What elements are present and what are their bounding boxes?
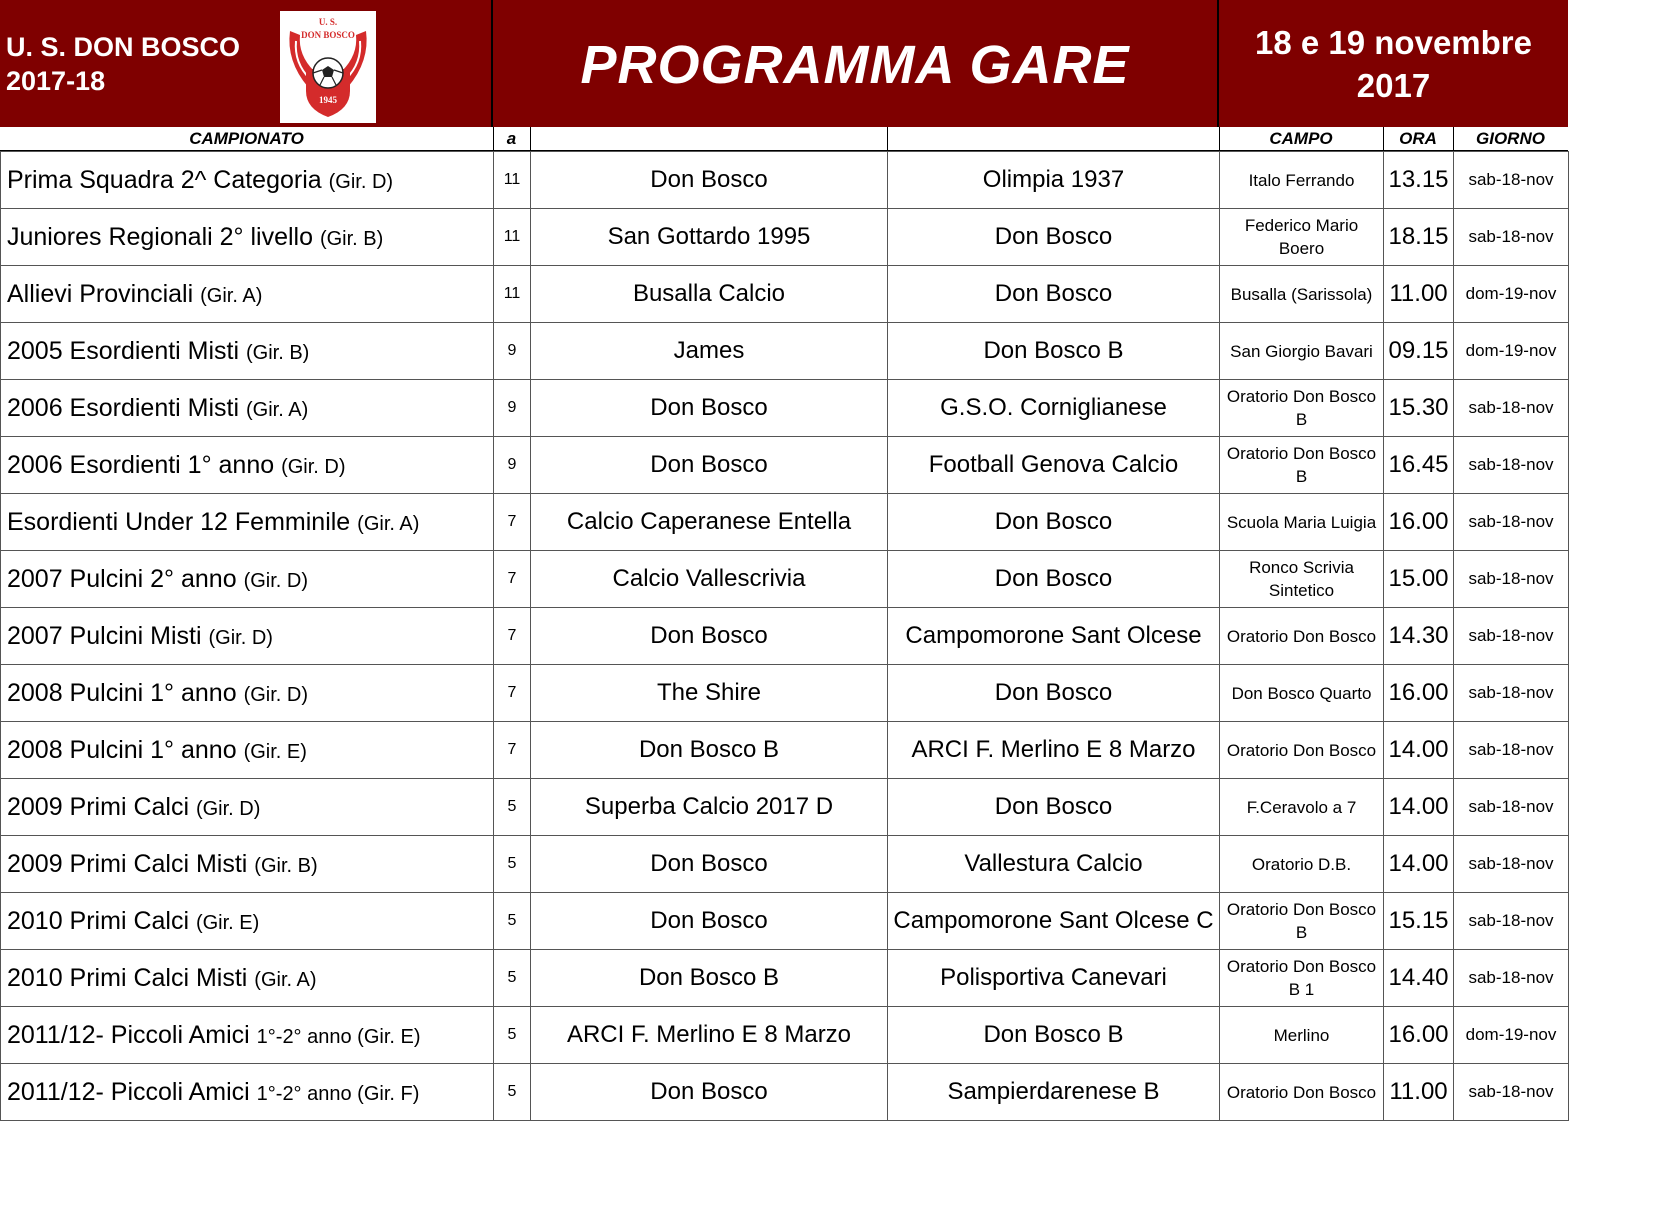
cell-home-team: San Gottardo 1995: [531, 209, 888, 266]
column-header-home: [530, 127, 887, 151]
cell-round: 11: [494, 266, 531, 323]
cell-home-team: Don Bosco: [531, 836, 888, 893]
campionato-name: 2010 Primi Calci Misti: [7, 963, 248, 992]
campionato-name: Esordienti Under 12 Femminile: [7, 507, 351, 536]
cell-home-team: Don Bosco B: [531, 722, 888, 779]
cell-campo: Merlino: [1220, 1007, 1384, 1064]
girone-label: 1°-2° anno (Gir. E): [256, 1025, 421, 1048]
cell-round: 5: [494, 893, 531, 950]
cell-campo: Italo Ferrando: [1220, 152, 1384, 209]
cell-campo: Oratorio Don Bosco: [1220, 1064, 1384, 1121]
cell-campo: F.Ceravolo a 7: [1220, 779, 1384, 836]
girone-label: (Gir. D): [208, 626, 273, 649]
cell-away-team: Don Bosco B: [888, 1007, 1220, 1064]
table-row: [1, 152, 1569, 209]
cell-campo: Busalla (Sarissola): [1220, 266, 1384, 323]
girone-label: 1°-2° anno (Gir. F): [256, 1082, 420, 1105]
cell-giorno: sab-18-nov: [1454, 209, 1569, 266]
cell-away-team: Don Bosco: [888, 494, 1220, 551]
cell-campo: San Giorgio Bavari: [1220, 323, 1384, 380]
cell-away-team: Don Bosco: [888, 209, 1220, 266]
campionato-name: 2007 Pulcini Misti: [7, 621, 202, 650]
girone-label: (Gir. A): [357, 512, 420, 535]
campionato-name: 2008 Pulcini 1° anno: [7, 735, 237, 764]
girone-label: (Gir. A): [254, 968, 317, 991]
cell-campionato: [1, 1064, 494, 1121]
cell-away-team: Don Bosco: [888, 665, 1220, 722]
cell-giorno: sab-18-nov: [1454, 494, 1569, 551]
cell-home-team: Don Bosco: [531, 1064, 888, 1121]
cell-round: 9: [494, 323, 531, 380]
campionato-name: 2009 Primi Calci: [7, 792, 190, 821]
club-logo: [280, 11, 376, 123]
cell-home-team: Superba Calcio 2017 D: [531, 779, 888, 836]
girone-label: (Gir. E): [195, 911, 260, 934]
cell-ora: 11.00: [1384, 1064, 1454, 1121]
cell-ora: 09.15: [1384, 323, 1454, 380]
cell-ora: 14.00: [1384, 779, 1454, 836]
cell-campionato: [1, 437, 494, 494]
girone-label: (Gir. B): [254, 854, 318, 877]
cell-campo: Oratorio Don Bosco B: [1220, 437, 1384, 494]
cell-campionato: [1, 950, 494, 1007]
cell-ora: 14.00: [1384, 722, 1454, 779]
cell-giorno: sab-18-nov: [1454, 380, 1569, 437]
campionato-name: 2006 Esordienti Misti: [7, 393, 240, 422]
cell-home-team: The Shire: [531, 665, 888, 722]
cell-home-team: Calcio Caperanese Entella: [531, 494, 888, 551]
cell-ora: 16.00: [1384, 665, 1454, 722]
table-row: [1, 437, 1569, 494]
cell-campionato: [1, 722, 494, 779]
cell-giorno: sab-18-nov: [1454, 836, 1569, 893]
cell-giorno: sab-18-nov: [1454, 551, 1569, 608]
cell-away-team: ARCI F. Merlino E 8 Marzo: [888, 722, 1220, 779]
cell-ora: 15.15: [1384, 893, 1454, 950]
cell-giorno: dom-19-nov: [1454, 266, 1569, 323]
cell-away-team: G.S.O. Corniglianese: [888, 380, 1220, 437]
cell-away-team: Don Bosco B: [888, 323, 1220, 380]
cell-round: 5: [494, 1007, 531, 1064]
cell-campo: Scuola Maria Luigia: [1220, 494, 1384, 551]
cell-away-team: Don Bosco: [888, 551, 1220, 608]
season-label: 2017-18: [6, 66, 106, 96]
cell-giorno: dom-19-nov: [1454, 323, 1569, 380]
cell-campionato: [1, 551, 494, 608]
cell-giorno: dom-19-nov: [1454, 1007, 1569, 1064]
cell-campionato: [1, 608, 494, 665]
cell-campo: Oratorio Don Bosco: [1220, 608, 1384, 665]
cell-home-team: Don Bosco: [531, 437, 888, 494]
cell-ora: 16.00: [1384, 494, 1454, 551]
table-row: [1, 779, 1569, 836]
logo-name-text: DON BOSCO: [301, 30, 355, 40]
cell-away-team: Football Genova Calcio: [888, 437, 1220, 494]
cell-home-team: ARCI F. Merlino E 8 Marzo: [531, 1007, 888, 1064]
cell-ora: 15.30: [1384, 380, 1454, 437]
campionato-name: 2011/12- Piccoli Amici: [7, 1077, 250, 1106]
cell-campionato: [1, 209, 494, 266]
cell-giorno: sab-18-nov: [1454, 779, 1569, 836]
cell-giorno: sab-18-nov: [1454, 722, 1569, 779]
table-row: [1, 950, 1569, 1007]
schedule-table: [0, 151, 1569, 1121]
cell-campo: Ronco Scrivia Sintetico: [1220, 551, 1384, 608]
cell-campionato: [1, 893, 494, 950]
campionato-name: 2007 Pulcini 2° anno: [7, 564, 237, 593]
column-header-giorno: [1453, 127, 1568, 151]
girone-label: (Gir. B): [319, 227, 384, 250]
campionato-name: 2009 Primi Calci Misti: [7, 849, 248, 878]
cell-round: 7: [494, 722, 531, 779]
table-row: [1, 893, 1569, 950]
header-date-block: [1219, 0, 1568, 127]
table-row: [1, 494, 1569, 551]
campionato-name: 2011/12- Piccoli Amici: [7, 1020, 250, 1049]
table-row: [1, 608, 1569, 665]
campionato-name: 2005 Esordienti Misti: [7, 336, 240, 365]
page-title: PROGRAMMA GARE: [580, 35, 1130, 95]
girone-label: (Gir. D): [195, 797, 261, 820]
cell-away-team: Campomorone Sant Olcese: [888, 608, 1220, 665]
cell-round: 7: [494, 665, 531, 722]
cell-giorno: sab-18-nov: [1454, 665, 1569, 722]
cell-campionato: [1, 1007, 494, 1064]
table-row: [1, 266, 1569, 323]
cell-away-team: Don Bosco: [888, 266, 1220, 323]
cell-round: 9: [494, 380, 531, 437]
cell-ora: 13.15: [1384, 152, 1454, 209]
cell-giorno: sab-18-nov: [1454, 1064, 1569, 1121]
cell-away-team: Campomorone Sant Olcese C: [888, 893, 1220, 950]
campionato-name: 2008 Pulcini 1° anno: [7, 678, 237, 707]
cell-round: 11: [494, 209, 531, 266]
cell-away-team: Don Bosco: [888, 779, 1220, 836]
logo-top-text: U. S.: [318, 17, 338, 27]
cell-campionato: [1, 494, 494, 551]
cell-campionato: [1, 779, 494, 836]
cell-home-team: Don Bosco: [531, 893, 888, 950]
cell-round: 7: [494, 551, 531, 608]
cell-round: 9: [494, 437, 531, 494]
column-header-campo: [1219, 127, 1383, 151]
cell-campo: Don Bosco Quarto: [1220, 665, 1384, 722]
cell-campo: Federico Mario Boero: [1220, 209, 1384, 266]
girone-label: (Gir. D): [281, 455, 346, 478]
logo-year-text: 1945: [319, 95, 337, 105]
cell-campo: Oratorio Don Bosco B: [1220, 893, 1384, 950]
cell-home-team: Don Bosco B: [531, 950, 888, 1007]
club-name: U. S. DON BOSCO: [6, 32, 241, 62]
column-header-giorno-label: GIORNO: [1476, 129, 1545, 148]
girone-label: (Gir. D): [243, 569, 309, 592]
column-header-campionato-label: CAMPIONATO: [189, 129, 304, 148]
campionato-name: 2010 Primi Calci: [7, 906, 190, 935]
cell-giorno: sab-18-nov: [1454, 152, 1569, 209]
cell-round: 5: [494, 1064, 531, 1121]
cell-campionato: [1, 665, 494, 722]
column-header-campionato: [0, 127, 493, 151]
cell-home-team: Don Bosco: [531, 608, 888, 665]
cell-ora: 18.15: [1384, 209, 1454, 266]
table-row: [1, 722, 1569, 779]
cell-ora: 14.00: [1384, 836, 1454, 893]
cell-away-team: Sampierdarenese B: [888, 1064, 1220, 1121]
campionato-name: 2006 Esordienti 1° anno: [7, 450, 275, 479]
cell-round: 11: [494, 152, 531, 209]
cell-away-team: Vallestura Calcio: [888, 836, 1220, 893]
cell-campionato: [1, 266, 494, 323]
campionato-name: Prima Squadra 2^ Categoria: [7, 165, 322, 194]
girone-label: (Gir. A): [246, 398, 309, 421]
schedule-table-body: [1, 152, 1569, 1121]
cell-campo: Oratorio Don Bosco: [1220, 722, 1384, 779]
header-club-block: [0, 0, 493, 127]
cell-round: 7: [494, 608, 531, 665]
table-row: [1, 380, 1569, 437]
column-header-round: [493, 127, 530, 151]
cell-campo: Oratorio D.B.: [1220, 836, 1384, 893]
date-line-2: 2017: [1356, 67, 1431, 104]
cell-round: 5: [494, 836, 531, 893]
cell-campionato: [1, 323, 494, 380]
table-row: [1, 551, 1569, 608]
campionato-name: Juniores Regionali 2° livello: [7, 222, 313, 251]
cell-away-team: Polisportiva Canevari: [888, 950, 1220, 1007]
girone-label: (Gir. A): [200, 284, 263, 307]
cell-giorno: sab-18-nov: [1454, 950, 1569, 1007]
date-line-1: 18 e 19 novembre: [1255, 24, 1532, 61]
cell-round: 7: [494, 494, 531, 551]
table-row: [1, 665, 1569, 722]
cell-giorno: sab-18-nov: [1454, 893, 1569, 950]
table-row: [1, 209, 1569, 266]
campionato-name: Allievi Provinciali: [7, 279, 194, 308]
column-header-round-label: a: [506, 129, 517, 148]
cell-campionato: [1, 152, 494, 209]
cell-campo: Oratorio Don Bosco B 1: [1220, 950, 1384, 1007]
table-row: [1, 1007, 1569, 1064]
column-header-ora-label: ORA: [1399, 129, 1437, 148]
cell-campo: Oratorio Don Bosco B: [1220, 380, 1384, 437]
cell-ora: 14.30: [1384, 608, 1454, 665]
cell-round: 5: [494, 950, 531, 1007]
column-header-ora: [1383, 127, 1453, 151]
cell-away-team: Olimpia 1937: [888, 152, 1220, 209]
cell-home-team: Don Bosco: [531, 152, 888, 209]
column-header-campo-label: CAMPO: [1269, 129, 1333, 148]
cell-ora: 11.00: [1384, 266, 1454, 323]
cell-campionato: [1, 380, 494, 437]
girone-label: (Gir. D): [328, 170, 394, 193]
cell-ora: 16.45: [1384, 437, 1454, 494]
cell-ora: 14.40: [1384, 950, 1454, 1007]
table-row: [1, 836, 1569, 893]
cell-ora: 16.00: [1384, 1007, 1454, 1064]
cell-campionato: [1, 836, 494, 893]
cell-home-team: Calcio Vallescrivia: [531, 551, 888, 608]
column-header-away: [887, 127, 1219, 151]
cell-giorno: sab-18-nov: [1454, 437, 1569, 494]
table-row: [1, 323, 1569, 380]
club-crest-icon: [280, 11, 376, 123]
girone-label: (Gir. D): [243, 683, 309, 706]
cell-ora: 15.00: [1384, 551, 1454, 608]
girone-label: (Gir. B): [246, 341, 310, 364]
cell-round: 5: [494, 779, 531, 836]
cell-home-team: Don Bosco: [531, 380, 888, 437]
cell-home-team: James: [531, 323, 888, 380]
cell-giorno: sab-18-nov: [1454, 608, 1569, 665]
cell-home-team: Busalla Calcio: [531, 266, 888, 323]
table-row: [1, 1064, 1569, 1121]
girone-label: (Gir. E): [243, 740, 307, 763]
header-title-block: [493, 0, 1219, 127]
